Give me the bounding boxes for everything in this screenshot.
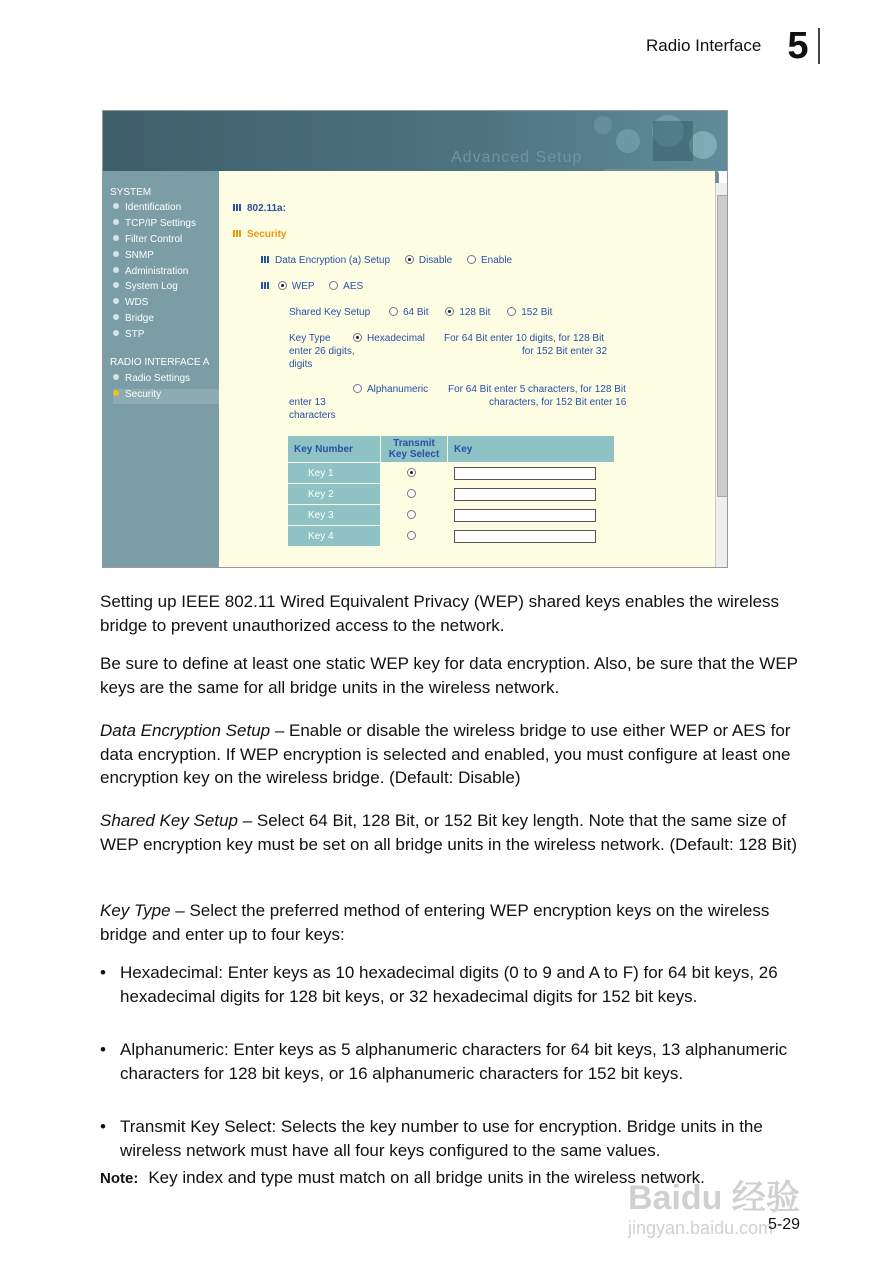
web-ui-screenshot: [102, 110, 728, 568]
sidebar-item-bridge[interactable]: Bridge: [113, 313, 219, 328]
col-key: Key: [448, 436, 615, 463]
transmit-radio-key3[interactable]: [407, 510, 416, 519]
key4-input[interactable]: [454, 530, 596, 543]
alnum-hint-line1: For 64 Bit enter 5 characters, for 128 Bit: [448, 384, 626, 395]
network-graphic-icon: [573, 111, 727, 169]
radio-wep[interactable]: WEP: [278, 281, 315, 292]
paragraph-shared-key: Shared Key Setup – Select 64 Bit, 128 Bit, or 152 Bit key length. Note that the same size of WEP encryption key must be set on all bridge units in the wireless network. (Default: 128 Bit): [100, 811, 798, 854]
col-transmit-key-select: Transmit Key Select: [381, 436, 448, 463]
radio-hexadecimal[interactable]: Hexadecimal: [353, 333, 425, 344]
radio-enable[interactable]: Enable: [467, 255, 512, 266]
hex-hint-line1: For 64 Bit enter 10 digits, for 128 Bit: [444, 333, 605, 344]
watermark-url: jingyan.baidu.com: [628, 1218, 774, 1238]
encryption-row: Data Encryption (a) Setup Disable Enable: [261, 255, 512, 266]
hex-hint-line2a: enter 26 digits,: [289, 346, 355, 357]
key2-input[interactable]: [454, 488, 596, 501]
watermark: Baidu 经验: [628, 1179, 800, 1217]
band-heading: 802.11a:: [233, 203, 286, 214]
sidebar-item-stp[interactable]: STP: [113, 329, 219, 344]
radio-64bit[interactable]: 64 Bit: [389, 307, 429, 318]
vertical-scrollbar[interactable]: [715, 183, 728, 567]
page-number: 5-29: [768, 1216, 801, 1233]
key-number-cell: Key 3: [288, 505, 381, 526]
table-row: [288, 463, 615, 484]
banner-title: Advanced Setup: [451, 149, 583, 166]
radio-aes[interactable]: AES: [329, 281, 363, 292]
key-number-cell: Key 2: [288, 484, 381, 505]
sidebar: [103, 171, 219, 567]
key-type-label: Key Type: [289, 333, 331, 344]
table-row: [288, 484, 615, 505]
grid-icon: [233, 230, 241, 237]
sidebar-item-identification[interactable]: Identification: [113, 202, 219, 217]
hex-hint-line3: digits: [289, 359, 313, 370]
table-row: [288, 505, 615, 526]
security-heading: Security: [233, 229, 286, 240]
sidebar-heading-radio: RADIO INTERFACE A: [110, 357, 210, 368]
paragraph-data-encryption: Data Encryption Setup – Enable or disable the wireless bridge to use either WEP or AES for data encryption. If WEP encryption is selected and enabled, you must configure at least one encryption key on the wireless bridge. (Default: Disable): [100, 721, 791, 787]
grid-icon: [261, 282, 269, 289]
paragraph-define-key: Be sure to define at least one static WEP key for data encryption. Also, be sure that the WEP keys are the same for all bridge units in the wireless network.: [100, 654, 798, 697]
chapter-number: 5: [778, 28, 820, 64]
hex-hint-line2b: for 152 Bit enter 32: [522, 346, 608, 357]
paragraph-key-type: Key Type – Select the preferred method of entering WEP encryption keys on the wireless bridge and enter up to four keys:: [100, 901, 770, 944]
scroll-thumb[interactable]: [717, 195, 728, 497]
alnum-hint-line2a: enter 13: [289, 397, 326, 408]
grid-icon: [261, 256, 269, 263]
radio-152bit[interactable]: 152 Bit: [507, 307, 552, 318]
alnum-hint-line3: characters: [289, 410, 336, 421]
sidebar-item-radio-settings[interactable]: Radio Settings: [113, 373, 219, 388]
table-row: [288, 526, 615, 547]
transmit-radio-key2[interactable]: [407, 489, 416, 498]
sidebar-heading-system: SYSTEM: [110, 187, 152, 198]
key-table: [287, 435, 615, 547]
sidebar-item-system-log[interactable]: System Log: [113, 281, 219, 296]
sidebar-item-wds[interactable]: WDS: [113, 297, 219, 312]
banner: [103, 111, 727, 171]
radio-disable[interactable]: Disable: [405, 255, 452, 266]
paragraph-intro: Setting up IEEE 802.11 Wired Equivalent Privacy (WEP) shared keys enables the wireless bridge to prevent unauthorized access to the network.: [100, 592, 780, 635]
sidebar-item-tcpip[interactable]: TCP/IP Settings: [113, 218, 219, 233]
key1-input[interactable]: [454, 467, 596, 480]
radio-128bit[interactable]: 128 Bit: [445, 307, 490, 318]
sidebar-item-filter-control[interactable]: Filter Control: [113, 234, 219, 249]
note: Note: Key index and type must match on all bridge units in the wireless network.: [100, 1168, 705, 1187]
key-number-cell: Key 4: [288, 526, 381, 547]
transmit-radio-key1[interactable]: [407, 468, 416, 477]
cipher-row: [261, 281, 363, 292]
sidebar-item-snmp[interactable]: SNMP: [113, 250, 219, 265]
key-number-cell: Key 1: [288, 463, 381, 484]
shared-key-row: Shared Key Setup 64 Bit 128 Bit 152 Bit: [289, 307, 553, 318]
alnum-hint-line2b: characters, for 152 Bit enter 16: [489, 397, 627, 408]
radio-alphanumeric[interactable]: Alphanumeric: [353, 384, 428, 395]
grid-icon: [233, 204, 241, 211]
key3-input[interactable]: [454, 509, 596, 522]
transmit-radio-key4[interactable]: [407, 531, 416, 540]
sidebar-item-administration[interactable]: Administration: [113, 266, 219, 281]
sidebar-item-security[interactable]: Security: [113, 389, 219, 404]
section-title: Radio Interface: [646, 36, 762, 55]
col-key-number: Key Number: [288, 436, 381, 463]
